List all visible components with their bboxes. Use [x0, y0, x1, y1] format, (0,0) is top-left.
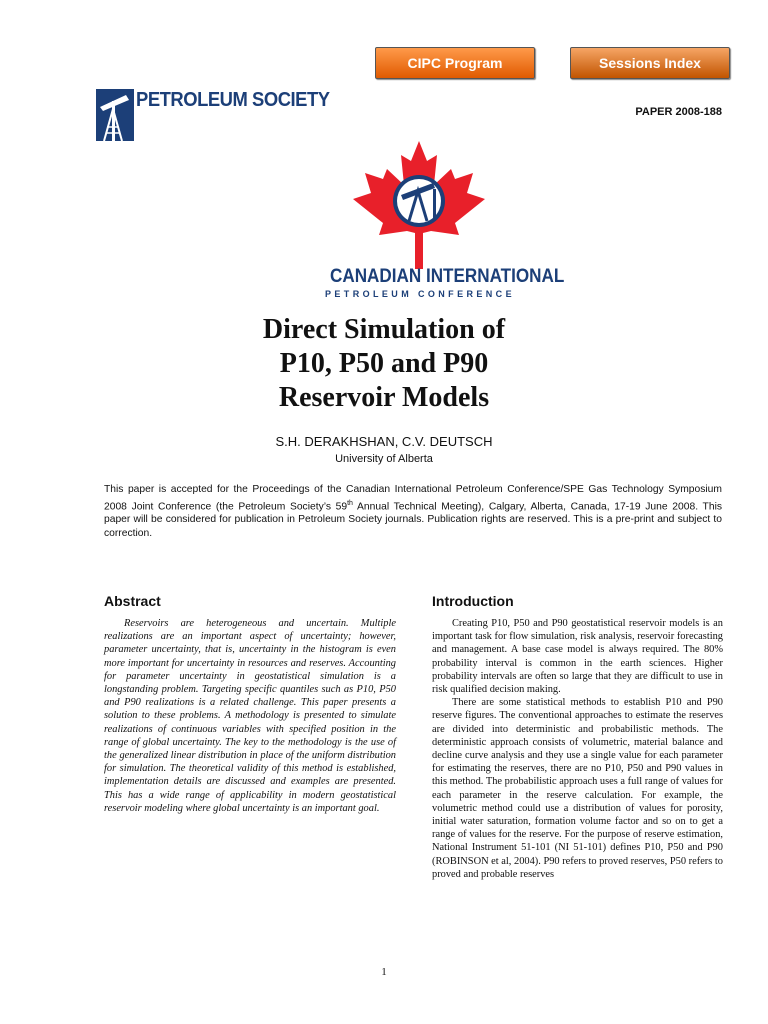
- acceptance-notice: [104, 483, 722, 540]
- maple-leaf-pumpjack-icon: [347, 137, 491, 273]
- conference-subtitle: PETROLEUM CONFERENCE: [324, 289, 515, 299]
- pumpjack-logo-icon: [96, 87, 134, 141]
- abstract-body: [104, 617, 396, 815]
- notice-text-2: Annual Technical Meeting), Calgary, Alberta, Canada, 17-19 June 2008. This paper will be considered for publication in Petroleum Society journals. Publication rights are reserved. This is a pre-print and subject to correction.: [104, 500, 723, 539]
- title-line-3: Reservoir Models: [278, 382, 490, 413]
- affiliation: University of Alberta: [335, 453, 433, 465]
- notice-superscript: th: [347, 499, 353, 507]
- introduction-body: [432, 617, 723, 881]
- page-number: 1: [381, 966, 387, 978]
- authors: S.H. DERAKHSHAN, C.V. DEUTSCH: [275, 434, 493, 449]
- cipc-program-button[interactable]: CIPC Program: [375, 47, 535, 79]
- introduction-paragraph-1: Creating P10, P50 and P90 geostatistical reservoir models is an important task for flow simulation, risk analysis, reservoir forecasting and management. A base case model is always required. The 80% probability interval is common in the earth sciences. Higher probability intervals are often so large that they are difficult to use in risk qualified decision making.: [432, 618, 723, 696]
- title-line-2: P10, P50 and P90: [279, 348, 489, 379]
- title-line-1: Direct Simulation of: [262, 314, 506, 345]
- conference-name: CANADIAN INTERNATIONAL: [330, 266, 565, 287]
- introduction-heading: Introduction: [432, 593, 514, 609]
- petroleum-society-logo: [96, 87, 330, 143]
- paper-number: PAPER 2008-188: [635, 106, 722, 118]
- notice-text-1: This paper is accepted for the Proceedings of the Canadian International Petroleum Conference/SPE Gas Technology Symposium 2008 Joint Conference (the Petroleum Society’s 59: [104, 484, 722, 512]
- introduction-paragraph-2: There are some statistical methods to establish P10 and P90 reserve figures. The conventional approaches to estimate the reserves are divided into deterministic and probabilistic methods. The deterministic approach consists of volumetric, material balance and decline curve analysis and they use a single value for each parameter for estimating the reserves, there are no P10, P50 and P90 values in this method. The probabilistic approach uses a full range of values for each parameter in the reserve calculation. For example, the volumetric method could use a distribution of values for porosity, initial water saturation, formation volume factor and so on to get a range of values for the reserve. For the purpose of reserve estimation, National Instrument 51-101 (NI 51-101) defines P10, P50 and P90 (ROBINSON et al, 2004). P90 refers to proved reserves, P50 refers to proved and probable reserves: [432, 697, 723, 880]
- society-name: PETROLEUM SOCIETY: [136, 89, 330, 111]
- abstract-paragraph: Reservoirs are heterogeneous and uncertain. Multiple realizations are an important aspect of uncertainty; however, parameter uncertainty, that is, uncertainty in the histogram is even more important for uncertainty in resources and reserves. Accounting for parameter uncertainty in geostatistical simulation is a longstanding problem. Targeting specific quantiles such as P10, P50 and P90 realizations is a related challenge. This paper presents a solution to these problems. A methodology is presented to simulate realizations of continuous variables with specified position in the range of global uncertainty. The key to the methodology is the use of the generalized linear distribution in place of the uniform distribution for simulation. The theoretical validity of this method is established, implementation details are discussed and examples are presented. This has a wide range of applicability in modern geostatistical reservoir modeling where global uncertainty is an important goal.: [104, 618, 396, 814]
- paper-title: [184, 313, 584, 415]
- sessions-index-button[interactable]: Sessions Index: [570, 47, 730, 79]
- abstract-heading: Abstract: [104, 593, 161, 609]
